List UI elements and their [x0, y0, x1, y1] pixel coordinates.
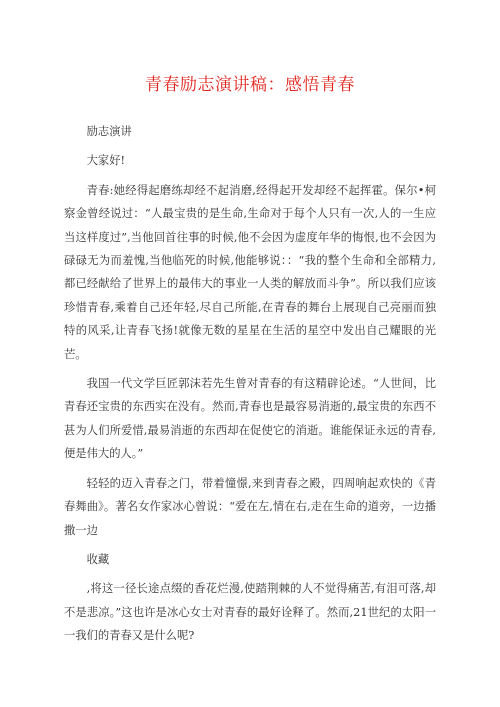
document-title: 青春励志演讲稿：感悟青春 [145, 75, 355, 95]
paragraph-greeting: 大家好! [86, 154, 126, 168]
paragraph: 青春:她经得起磨练却经不起消磨,经得起开发却经不起挥霍。保尔•柯察金曾经说过：“人最宝贵的是生命,生命对于每个人只有一次,人的一生应当这样度过”,当他回首往事的时候,他不会因为虚度年华的悔恨,也不会因为碌碌无为而羞愧,当他临死的时候,他能够说：：“我的整个生命和全部精力,都已经献给了世界上的最伟大的事业一人类的解放而斗争”。所以我们应该珍惜青春,乘着自己还年轻,尽自己所能,在青春的舞台上展现自己亮丽而独特的风采,让青春飞扬!就像无数的星星在生活的星空中发出自己耀眼的光芒。 [64, 183, 436, 361]
paragraph-collect: 收藏 [86, 552, 110, 566]
paragraph-heading: 励志演讲 [86, 125, 132, 138]
document-body [64, 120, 436, 654]
paragraph: 我国一代文学巨匠郭沫若先生曾对青春的有这精辟论述。“人世间，比青春还宝贵的东西实在没有。然而,青春也是最容易消逝的,最宝贵的东西不甚为人们所爱惜,最易消逝的东西却在促使它的消逝。谁能保证永远的青春,便是伟大的人。” [64, 377, 436, 461]
paragraph: ,将这一径长途点缀的香花烂漫,使踏荆棘的人不觉得痛苦,有泪可落,却不是悲凉。”这也许是冰心女士对青春的最好诠释了。然而,21世纪的太阳一一我们的青春又是什么呢? [64, 582, 436, 643]
paragraph: 轻轻的迈入青春之门，带着憧憬,来到青春之殿，四周响起欢快的《青春舞曲》。著名女作家冰心曾说：“爱在左,情在右,走在生命的道旁，一边播撒一边 [64, 476, 436, 537]
